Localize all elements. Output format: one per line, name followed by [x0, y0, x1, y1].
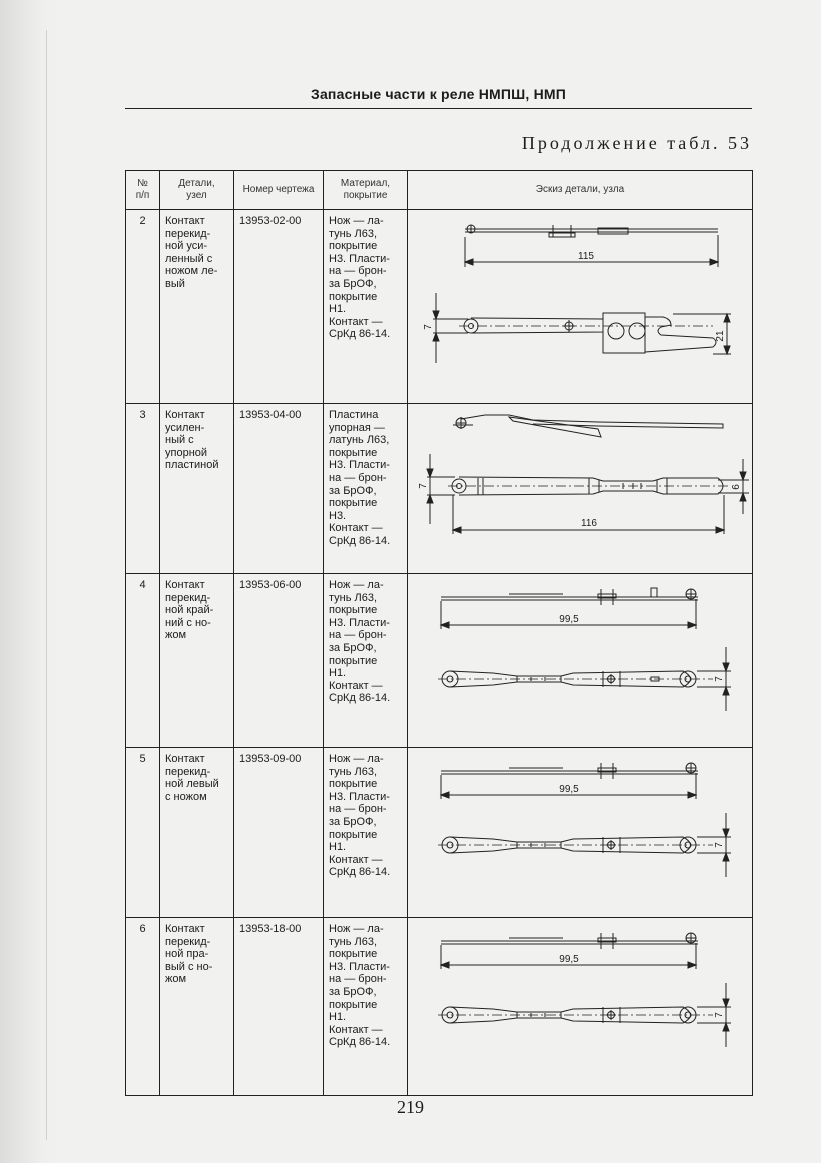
- drawing-number: 13953-06-00: [234, 574, 324, 748]
- running-title: Запасные части к реле НМПШ, НМП: [310, 86, 567, 102]
- part-sketch-cell: [408, 210, 753, 404]
- dimension-label: 99,5: [559, 954, 579, 965]
- column-header-number: № п/п: [126, 171, 160, 210]
- material-coating: Нож — ла- тунь Л63, покрытие Н3. Пласти- на — брон- за БрОФ, покрытие Н1. Контакт — СрКд 86-14.: [324, 574, 408, 748]
- page-binding-shadow: [0, 0, 60, 1163]
- dimension-label: 7: [714, 676, 725, 682]
- row-number: 4: [126, 574, 160, 748]
- part-sketch-cell: [408, 748, 753, 918]
- part-sketch-cell: [408, 404, 753, 574]
- dimension-label: 99,5: [559, 784, 579, 795]
- sketch-switching-contact-right-knife: [413, 923, 754, 1095]
- row-number: 2: [126, 210, 160, 404]
- detail-name: Контакт перекид- ной пра- вый с но- жом: [160, 918, 234, 1096]
- material-coating: Нож — ла- тунь Л63, покрытие Н3. Пласти- на — брон- за БрОФ, покрытие Н1. Контакт — СрКд 86-14.: [324, 748, 408, 918]
- drawing-number: 13953-02-00: [234, 210, 324, 404]
- dimension-label: 115: [578, 251, 594, 262]
- dimension-label: 7: [418, 483, 429, 489]
- material-coating: Нож — ла- тунь Л63, покрытие Н3. Пласти- на — брон- за БрОФ, покрытие Н1. Контакт — СрКд 86-14.: [324, 918, 408, 1096]
- dimension-label: 7: [423, 324, 434, 330]
- detail-name: Контакт усилен- ный с упорной пластиной: [160, 404, 234, 574]
- row-number: 5: [126, 748, 160, 918]
- table-row: [126, 574, 753, 748]
- header-rule: [125, 108, 752, 109]
- drawing-number: 13953-04-00: [234, 404, 324, 574]
- drawing-number: 13953-18-00: [234, 918, 324, 1096]
- table-row: [126, 748, 753, 918]
- table-row: [126, 404, 753, 574]
- drawing-number: 13953-09-00: [234, 748, 324, 918]
- table-row: [126, 210, 753, 404]
- detail-name: Контакт перекид- ной край- ний с но- жом: [160, 574, 234, 748]
- part-sketch-cell: [408, 918, 753, 1096]
- detail-name: Контакт перекид- ной уси- ленный с ножом ле- вый: [160, 210, 234, 404]
- column-header-material: Материал, покрытие: [324, 171, 408, 210]
- row-number: 3: [126, 404, 160, 574]
- detail-name: Контакт перекид- ной левый с ножом: [160, 748, 234, 918]
- material-coating: Нож — ла- тунь Л63, покрытие Н3. Пласти- на — брон- за БрОФ, покрытие Н1. Контакт — СрКд 86-14.: [324, 210, 408, 404]
- dimension-label: 21: [715, 330, 726, 342]
- column-header-drawing: Номер чертежа: [234, 171, 324, 210]
- sketch-reinforced-contact-left-knife: [413, 215, 754, 403]
- dimension-label: 7: [714, 842, 725, 848]
- page-number: 219: [397, 1097, 424, 1117]
- binding-line: [46, 30, 47, 1140]
- table-header-row: [126, 171, 753, 210]
- column-header-sketch: Эскиз детали, узла: [408, 171, 753, 210]
- table-row: [126, 918, 753, 1096]
- table-continuation-label: Продолжение табл. 53: [521, 133, 752, 153]
- part-sketch-cell: [408, 574, 753, 748]
- dimension-label: 99,5: [559, 614, 579, 625]
- dimension-label: 116: [581, 518, 597, 529]
- sketch-switching-contact-left-knife: [413, 753, 754, 917]
- sketch-switching-contact-extreme-knife: [413, 579, 754, 747]
- material-coating: Пластина упорная — латунь Л63, покрытие Н3. Пласти- на — брон- за БрОФ, покрытие Н3. Контакт — СрКд 86-14.: [324, 404, 408, 574]
- row-number: 6: [126, 918, 160, 1096]
- dimension-label: 7: [714, 1012, 725, 1018]
- column-header-detail: Детали, узел: [160, 171, 234, 210]
- dimension-label: 6: [731, 484, 742, 490]
- spare-parts-table: [125, 170, 753, 1096]
- sketch-reinforced-contact-stop-plate: [413, 409, 754, 573]
